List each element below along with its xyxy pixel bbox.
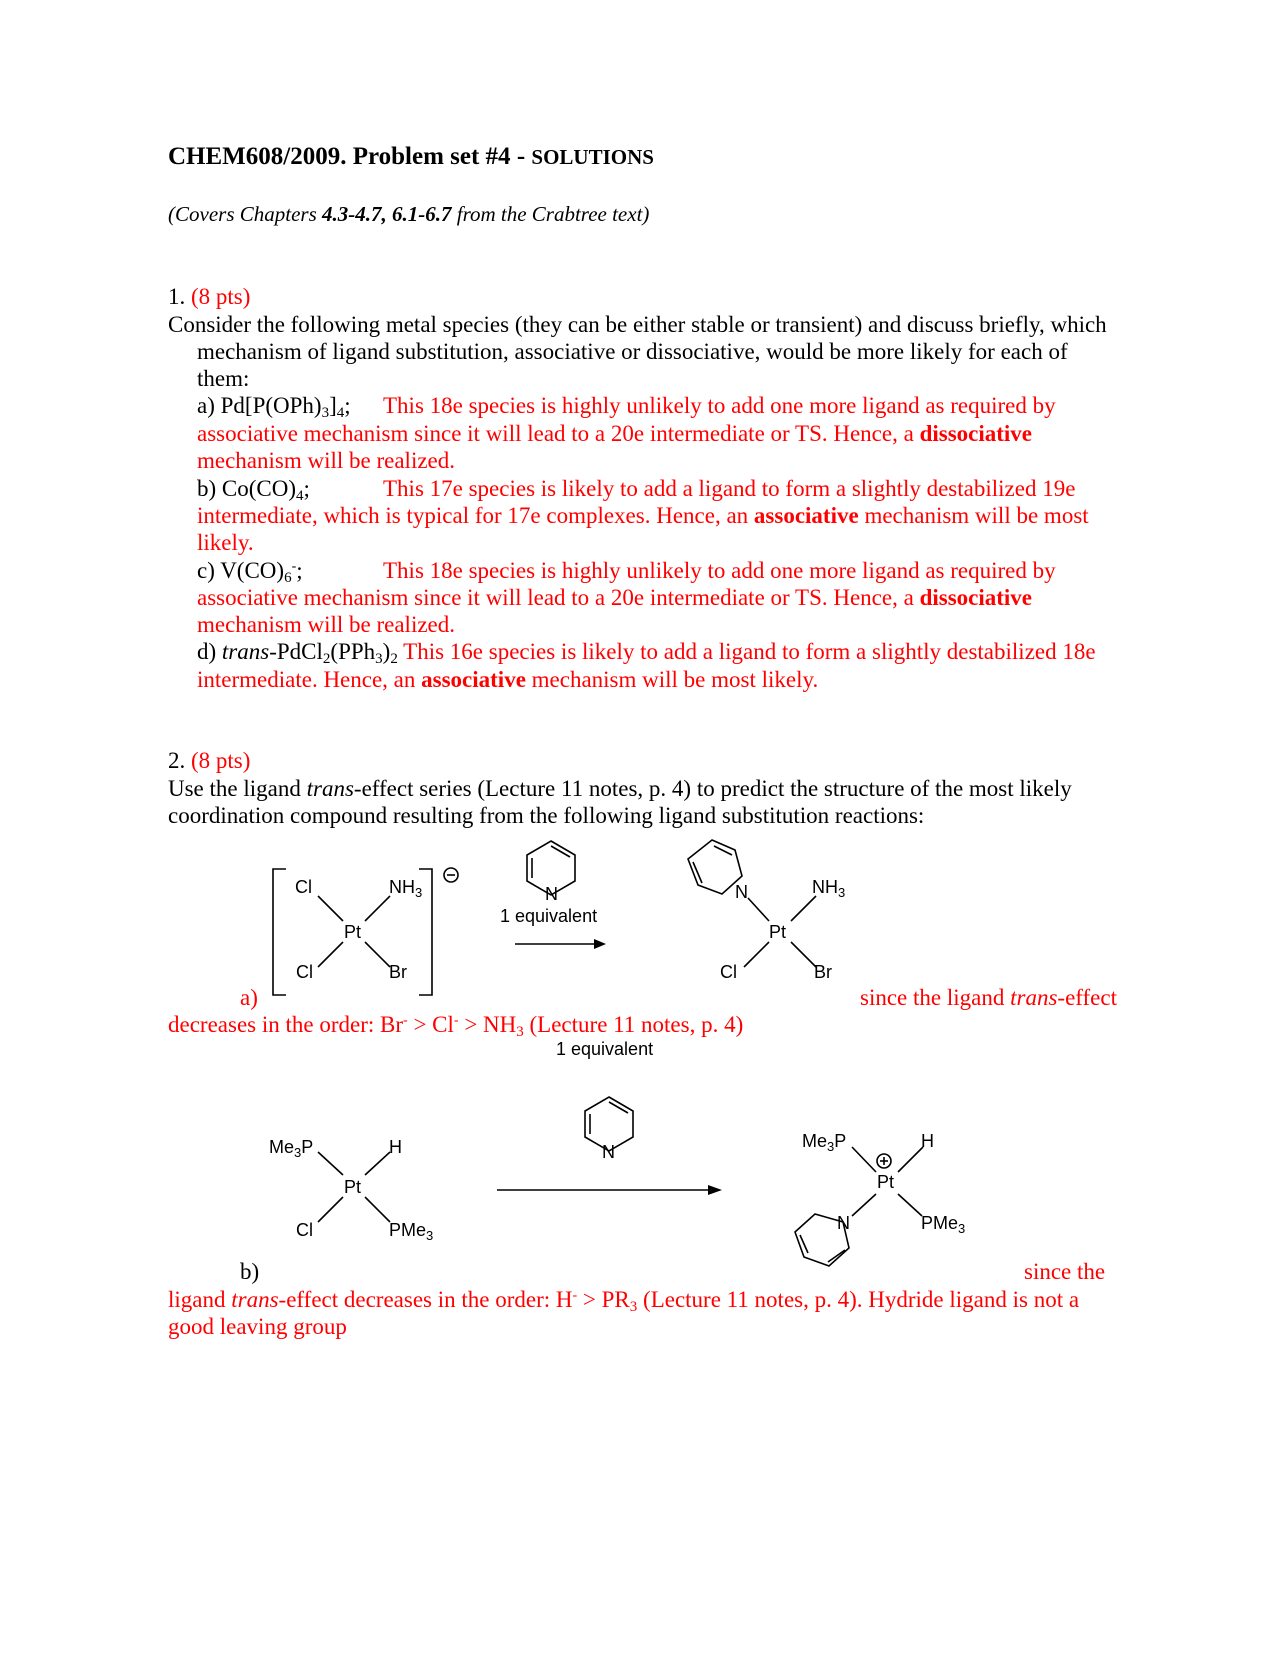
product-a-metal: Pt: [769, 922, 787, 942]
bond-pt-n-product: [748, 898, 769, 921]
q1-b-sub: 4: [296, 488, 304, 504]
q1-c-answer-line-2: [197, 584, 1032, 612]
reagent-a-nitrogen: N: [545, 884, 558, 904]
q2-prompt-trans: trans: [306, 776, 354, 801]
q1-d-formula-3: ): [382, 639, 391, 664]
q2-b-since: since the: [1024, 1259, 1106, 1284]
q2-points: (8 pts): [191, 748, 251, 773]
q1-b-formula: b) Co(CO): [197, 476, 297, 501]
product-b-nitrogen: N: [837, 1213, 850, 1233]
reactant-b-metal: Pt: [344, 1177, 362, 1197]
q2-b-exp-sub: 3: [629, 1299, 638, 1315]
product-a-nh3-sub: 3: [838, 885, 846, 900]
q1-c-end: ;: [296, 558, 303, 583]
q1-c-answer-2-bold: dissociative: [919, 585, 1033, 610]
q2-a-exp-mid: > Cl: [407, 1012, 454, 1037]
reagent-a-equivalent: 1 equivalent: [500, 906, 598, 926]
q1-c-sub: 6: [284, 570, 292, 586]
pyridine-b-double-2: [609, 1102, 628, 1113]
subtitle-post: from the Crabtree text): [451, 202, 650, 226]
reaction-scheme-b: [240, 1036, 1000, 1276]
q1-prompt-line-3: them:: [197, 366, 250, 391]
pyridine-ring-product: [688, 840, 742, 894]
page-title: [168, 143, 654, 171]
q1-a-answer-line-1: This 18e species is highly unlikely to add one more ligand as required by: [383, 393, 1056, 418]
reactant-b-ligand-cl: Cl: [296, 1220, 313, 1240]
q2-b-exp-sup: -: [572, 1288, 578, 1303]
q2-a-exp-sup-1: -: [403, 1013, 408, 1028]
q1-b-label: [197, 475, 310, 503]
q1-a-answer-2-bold: dissociative: [919, 421, 1033, 446]
q1-d-answer-line-1: This 16e species is likely to add a ligand to form a slightly destabilized 18e: [397, 639, 1096, 664]
reaction-scheme-a: [240, 835, 920, 1000]
arrow-head-b: [708, 1185, 722, 1195]
bond-b-pt-pme3-bottom: [365, 1197, 390, 1222]
bond-b-product-pme3-bottom: [898, 1194, 922, 1216]
q2-b-exp-mid2: > PR: [577, 1287, 630, 1312]
q1-a-end: ;: [344, 393, 351, 418]
q2-prompt-line-2: coordination compound resulting from the following ligand substitution reactions:: [168, 803, 925, 828]
title-separator: -: [510, 143, 532, 170]
q1-d-sub-1: 2: [322, 651, 331, 667]
q1-b-answer-2-bold: associative: [753, 503, 859, 528]
reactant-a-ligand-nh3: [389, 877, 422, 900]
bond-pt-cl-product: [744, 942, 769, 967]
bond-pt-cl-bottom: [318, 942, 343, 967]
bond-pt-cl-top: [318, 896, 343, 921]
q1-c-answer-line-1: This 18e species is highly unlikely to add one more ligand as required by: [383, 558, 1056, 583]
product-b-ligand-pme3-top: [802, 1131, 846, 1154]
product-a-ligand-br: Br: [814, 962, 832, 982]
q1-b-answer-2-post: mechanism will be most: [858, 503, 1089, 528]
q1-d-sub-3: 2: [390, 651, 398, 667]
reactant-a-ligand-br: Br: [389, 962, 407, 982]
q1-d-sub-2: 3: [375, 651, 383, 667]
q2-number: 2.: [168, 748, 186, 773]
q1-d-formula-1: -PdCl: [269, 639, 323, 664]
q1-d-formula-2: (PPh: [330, 639, 376, 664]
q2-prompt-pre: Use the ligand: [168, 776, 307, 801]
bond-pt-nh3-product: [791, 896, 816, 921]
bond-b-pt-cl: [318, 1197, 343, 1222]
q1-prompt-line-1: Consider the following metal species (they can be either stable or transient) and discuss briefly, which: [168, 312, 1107, 337]
q1-d-answer-2-post: mechanism will be most likely.: [525, 667, 819, 692]
q1-b-answer-line-3: likely.: [197, 530, 254, 555]
reactant-b-pme: PMe: [389, 1220, 427, 1240]
bond-b-product-pme3-top: [852, 1147, 876, 1172]
reactant-a-ligand-cl-top: Cl: [295, 877, 312, 897]
q2-b-explanation-line-2: good leaving group: [168, 1314, 347, 1339]
q2-prompt-post: -effect series (Lecture 11 notes, p. 4) to predict the structure of the most likely: [353, 776, 1072, 801]
arrow-head-a: [594, 939, 606, 949]
q1-c-answer-line-3: mechanism will be realized.: [197, 612, 456, 637]
product-b-ligand-pme3-bottom: [921, 1213, 965, 1236]
q1-c-formula: c) V(CO): [197, 558, 285, 583]
product-a-ligand-cl: Cl: [720, 962, 737, 982]
q1-a-sub-1: 3: [321, 405, 330, 421]
reactant-b-p: P: [301, 1137, 314, 1157]
product-b-metal: Pt: [877, 1172, 895, 1192]
q1-c-answer-2-pre: associative mechanism since it will lead to a 20e intermediate or TS. Hence, a: [197, 585, 920, 610]
q1-a-answer-2-pre: associative mechanism since it will lead to a 20e intermediate or TS. Hence, a: [197, 421, 920, 446]
reactant-b-ligand-pme3-top: [269, 1137, 313, 1160]
q1-a-sub-2: 4: [336, 405, 345, 421]
bond-b-pt-h: [365, 1152, 390, 1175]
reactant-b-ligand-h: H: [389, 1137, 402, 1157]
subtitle-pre: (Covers Chapters: [168, 202, 322, 226]
product-b-pme: PMe: [921, 1213, 959, 1233]
q2-a-exp-post: (Lecture 11 notes, p. 4): [523, 1012, 744, 1037]
reactant-b-me-sub: 3: [294, 1145, 302, 1160]
product-a-nitrogen: N: [735, 882, 748, 902]
bond-b-product-h: [898, 1147, 923, 1172]
q2-b-exp-pre: ligand: [168, 1287, 232, 1312]
q2-prompt-line-1: [168, 775, 1072, 803]
product-b-me: Me: [802, 1131, 828, 1151]
product-a-nh: NH: [812, 877, 838, 897]
q1-a-answer-line-2: [197, 420, 1032, 448]
reactant-a-nh: NH: [389, 877, 415, 897]
q1-a-answer-line-3: mechanism will be realized.: [197, 448, 456, 473]
q1-c-label: [197, 557, 303, 585]
q1-d-trans: trans: [221, 639, 270, 664]
q2-heading: [168, 747, 250, 775]
reagent-b-equivalent: 1 equivalent: [556, 1039, 654, 1059]
product-b-ligand-h: H: [921, 1131, 934, 1151]
reagent-b-nitrogen: N: [602, 1142, 615, 1162]
q1-points: (8 pts): [191, 284, 251, 309]
product-b-me-sub: 3: [827, 1139, 835, 1154]
q2-b-exp-mid: -effect decreases in the order: H: [278, 1287, 573, 1312]
bond-pt-br: [365, 942, 390, 967]
q1-b-answer-line-2: [197, 502, 1089, 530]
q2-a-explanation: [168, 1011, 743, 1039]
q2-b-exp-post: (Lecture 11 notes, p. 4). Hydride ligand is not a: [637, 1287, 1080, 1312]
title-text: CHEM608/2009. Problem set #4: [168, 143, 511, 170]
q1-prompt-line-2: mechanism of ligand substitution, associative or dissociative, would be more likely for each of: [197, 339, 1068, 364]
title-suffix: SOLUTIONS: [531, 145, 654, 169]
reactant-b-me: Me: [269, 1137, 295, 1157]
q1-d-line-1: [197, 638, 1096, 666]
bracket-left: [273, 869, 286, 995]
q1-b-answer-2-pre: intermediate, which is typical for 17e complexes. Hence, an: [197, 503, 754, 528]
q1-c-sup: -: [291, 559, 297, 574]
product-pyridine-double-1: [693, 862, 702, 883]
q2-a-exp-sub: 3: [516, 1024, 524, 1040]
q1-a-formula-2: ]: [329, 393, 337, 418]
q1-d-pre: d): [197, 639, 222, 664]
q1-heading: [168, 283, 250, 311]
q2-a-since-pre: since the ligand: [860, 985, 1011, 1010]
q1-number: 1.: [168, 284, 186, 309]
q1-a-formula-1: a) Pd[P(OPh): [197, 393, 322, 418]
q2-b-explanation-line-1: [168, 1286, 1079, 1314]
q1-d-answer-2-pre: intermediate. Hence, an: [197, 667, 422, 692]
q2-b-label: b): [240, 1259, 260, 1284]
q2-a-exp-mid2: > NH: [458, 1012, 517, 1037]
q1-d-answer-line-2: [197, 666, 818, 694]
reactant-b-pme-sub: 3: [426, 1228, 434, 1243]
page-subtitle: [168, 202, 649, 227]
q2-a-exp-pre: decreases in the order: Br: [168, 1012, 404, 1037]
reactant-a-metal: Pt: [344, 922, 362, 942]
q1-b-end: ;: [303, 476, 310, 501]
bond-pt-nh3: [365, 896, 390, 921]
product-a-ligand-nh3: [812, 877, 845, 900]
q1-a-label: [197, 392, 351, 420]
q2-a-label: a): [240, 985, 258, 1010]
q2-a-exp-sup-2: -: [453, 1013, 459, 1028]
subtitle-chapters: 4.3-4.7, 6.1-6.7: [322, 202, 452, 226]
q2-b-exp-trans: trans: [231, 1287, 279, 1312]
reactant-a-ligand-cl-bottom: Cl: [296, 962, 313, 982]
q2-a-since: [860, 984, 1117, 1012]
reactant-b-ligand-pme3-bottom: [389, 1220, 433, 1243]
pyridine-double-bond-2: [551, 846, 570, 857]
bond-pt-br-product: [791, 942, 816, 967]
q2-a-since-post: -effect: [1057, 985, 1117, 1010]
bond-b-product-n: [852, 1194, 876, 1216]
q1-d-answer-2-bold: associative: [421, 667, 526, 692]
product-b-p: P: [834, 1131, 847, 1151]
q2-a-since-trans: trans: [1010, 985, 1058, 1010]
bond-b-pt-pme3-top: [318, 1152, 343, 1175]
reactant-a-nh3-sub: 3: [415, 885, 423, 900]
q1-b-answer-line-1: This 17e species is likely to add a ligand to form a slightly destabilized 19e: [383, 476, 1076, 501]
product-b-pme-sub: 3: [958, 1221, 966, 1236]
